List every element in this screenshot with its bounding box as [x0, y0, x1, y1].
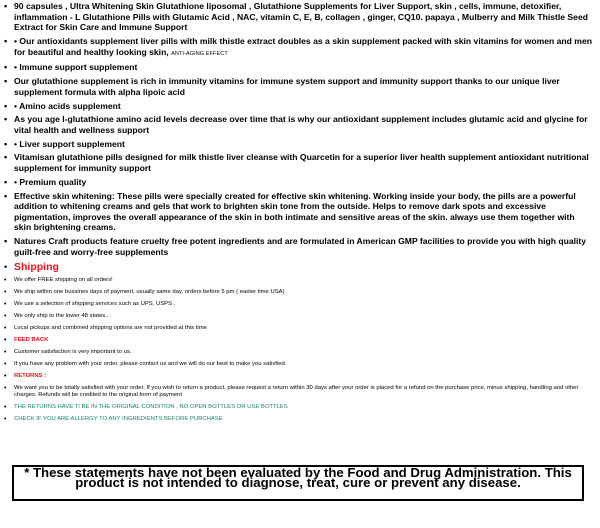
feature-item-whitening-text: • Effective skin whitening: These pills were specially created for effective skin whitening. Working inside your body, the pills are a powerful addition to whitening creams and gels that work to brighten skin tone from the outside. Helps to remove dark spots and excessive pigmentation, improves the overall appearance of the skin in both intimate and sensitive areas of the skin. always use them together with skin brightening creams.: [4, 191, 594, 233]
feature-item-amino-text: • As you age l-glutathione amino acid levels decrease over time that is why our antioxidant supplement includes glutamic acid and glycine for vital health and wellness support: [4, 114, 594, 135]
shipping-item-services: • We use a selection of shipping services such as UPS, USPS .: [4, 301, 594, 308]
anti-aging-tag: ANTI-AGING EFFECT: [171, 50, 228, 57]
shipping-heading: • Shipping: [4, 261, 594, 274]
feature-item-liver-text: • Vitamisan glutathione pills designed for milk thistle liver cleanse with Quarcetin for a superior liver health supplement antioxidant nutritional supplement for immunity support: [4, 152, 594, 173]
fda-disclaimer-text: * These statements have not been evaluated by the Food and Drug Administration. This product is not intended to diagnose, treat, cure or prevent any disease.: [24, 465, 572, 491]
returns-heading: • RETURNS :: [4, 373, 594, 380]
feature-item-amino-heading: • • Amino acids supplement: [4, 101, 594, 112]
returns-item-policy: • We want you to be totally satisfied with your order. If you wish to return a product, please request a return within 30 days after your order is placed for a refund on the purchase price, minus shipping, handling and other charges. Refunds will be credited to the original form of payment: [4, 385, 594, 400]
fda-disclaimer-box: [12, 465, 584, 501]
feature-item-natures-craft: • Natures Craft products feature cruelty free potent ingredients and are formulated in American GMP facilities to provide you with high quality guilt-free and worry-free supplements: [4, 236, 594, 257]
shipping-list: [4, 277, 594, 424]
feature-item-antioxidant: • • Our antioxidants supplement liver pills with milk thistle extract doubles as a skin supplement packed with skin vitamins for women and men for beautiful and healthy looking skin, ANTI-AGING EFFECT: [4, 36, 594, 59]
feature-item-immune-text: • Our glutathione supplement is rich in immunity vitamins for immune system support and immunity support thanks to our unique liver supplement formula with alpha lipoic acid: [4, 76, 594, 97]
feature-item-immune-heading: • • Immune support supplement: [4, 62, 594, 73]
returns-item-condition: • THE RETURNS HAVE TI BE IN THE ORIGINAL CONDITION , NO OPEN BOTTLES OR USE BOTTLES: [4, 404, 594, 411]
shipping-item-free: • We offer FREE shipping on all orders!: [4, 277, 594, 284]
feedback-item-satisfaction: • Customer satisfaction is very important to us.: [4, 349, 594, 356]
shipping-item-pickup: • Local pickups and combined shipping options are not provided at this time: [4, 325, 594, 332]
feature-list: [4, 1, 594, 257]
shipping-item-timing: • We ship within one bussines days of payment, usually same day, orders before 5 pm ( easter time USA): [4, 289, 594, 296]
feature-item-title: • 90 capsules , Ultra Whitening Skin Glutathione liposomal , Glutathione Supplements for Liver Support, skin , cells, immune, detoxifier, inflammation - L Glutathione Pills with Glutamic Acid , NAC, vitamin C, E, B, collagen , ginger, CQ10. papaya , Mulberry and Milk Thistle Seed Extract for Skin Care and Immune Support: [4, 1, 594, 33]
shipping-item-states: • We only ship to the lower 48 states..: [4, 313, 594, 320]
feature-item-premium-heading: • • Premium quality: [4, 177, 594, 188]
feature-item-liver-heading: • • Liver support supplement: [4, 139, 594, 150]
feedback-heading: • FEED BACK: [4, 337, 594, 344]
returns-item-allergy: • CHECK IF YOU ARE ALLERGY TO ANY INGREDIENTS BEFORE PURCHASE: [4, 416, 594, 423]
feedback-item-contact: • If you have any problem with your order, please contact us and we will do our best to make you satisfied.: [4, 361, 594, 368]
